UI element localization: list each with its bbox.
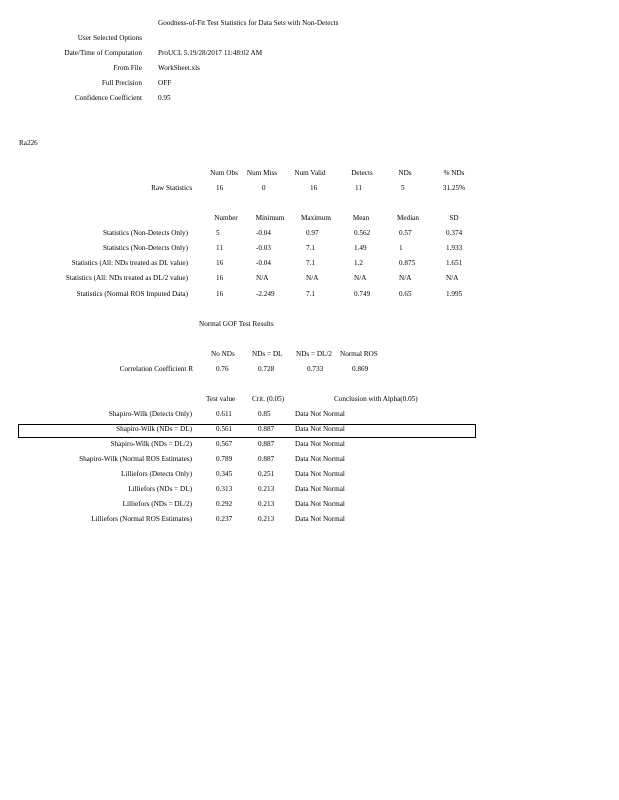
- gof-title: Normal GOF Test Results: [199, 320, 274, 328]
- raw-stat-label: Raw Statistics: [151, 184, 192, 192]
- test-label: Shapiro-Wilk (Detects Only): [108, 410, 192, 418]
- test-crit: 0.213: [258, 485, 275, 493]
- raw-stat-header: % NDs: [443, 169, 465, 177]
- test-conclusion: Data Not Normal: [295, 470, 345, 478]
- summary-cell: N/A: [256, 274, 269, 282]
- test-header: Test value: [206, 395, 236, 403]
- test-label: Lilliefors (Normal ROS Estimates): [91, 515, 192, 523]
- option-label: Full Precision: [101, 79, 142, 87]
- summary-header: Median: [397, 214, 419, 222]
- summary-cell: 0.65: [399, 290, 412, 298]
- test-value: 0.345: [216, 470, 233, 478]
- summary-cell: 1.49: [354, 244, 367, 252]
- test-label: Lilliefors (NDs = DL/2): [122, 500, 192, 508]
- summary-cell: 16: [216, 274, 224, 282]
- summary-cell: 1.995: [446, 290, 463, 298]
- summary-cell: 1.933: [446, 244, 463, 252]
- test-crit: 0.251: [258, 470, 275, 478]
- summary-cell: N/A: [306, 274, 319, 282]
- corr-value: 0.869: [352, 365, 369, 373]
- option-label: Date/Time of Computation: [64, 49, 142, 57]
- test-label: Shapiro-Wilk (Normal ROS Estimates): [79, 455, 192, 463]
- test-crit: 0.887: [258, 425, 275, 433]
- summary-row-label: Statistics (All: NDs treated as DL/2 value): [65, 274, 188, 282]
- summary-cell: -0.04: [256, 229, 271, 237]
- test-header: Crit. (0.05): [252, 395, 285, 403]
- option-value: ProUCL 5.19/28/2017 11:48:02 AM: [158, 49, 263, 57]
- test-value: 0.567: [216, 440, 233, 448]
- summary-cell: 1: [399, 244, 403, 252]
- corr-value: 0.728: [258, 365, 275, 373]
- test-conclusion: Data Not Normal: [295, 485, 345, 493]
- test-crit: 0.213: [258, 500, 275, 508]
- raw-stat-header: Num Miss: [246, 169, 278, 177]
- summary-header: Number: [214, 214, 238, 222]
- option-value: 0.95: [158, 94, 171, 102]
- options-header: User Selected Options: [77, 34, 142, 42]
- summary-row-label: Statistics (Normal ROS Imputed Data): [76, 290, 188, 298]
- summary-cell: N/A: [446, 274, 459, 282]
- summary-cell: 0.749: [354, 290, 371, 298]
- test-conclusion: Data Not Normal: [295, 425, 345, 433]
- corr-header: Normal ROS: [340, 350, 378, 358]
- raw-stat-header: NDs: [398, 169, 412, 177]
- dataset-name: Ra226: [19, 139, 38, 147]
- corr-header: NDs = DL: [252, 350, 283, 358]
- raw-stat-value: 0: [262, 184, 266, 192]
- raw-stat-header: Detects: [351, 169, 373, 177]
- option-value: WorkSheet.xls: [158, 64, 200, 72]
- test-label: Lilliefors (NDs = DL): [128, 485, 192, 493]
- summary-cell: -0.04: [256, 259, 271, 267]
- raw-stat-value: 31.25%: [442, 184, 466, 192]
- corr-value: 0.733: [307, 365, 324, 373]
- test-value: 0.561: [216, 425, 233, 433]
- raw-stat-value: 16: [216, 184, 224, 192]
- test-crit: 0.887: [258, 455, 275, 463]
- summary-row-label: Statistics (Non-Detects Only): [102, 229, 188, 237]
- test-value: 0.313: [216, 485, 233, 493]
- summary-cell: -0.03: [256, 244, 271, 252]
- test-label: Lilliefors (Detects Only): [120, 470, 192, 478]
- raw-stat-value: 16: [310, 184, 318, 192]
- summary-cell: -2.249: [256, 290, 275, 298]
- test-conclusion: Data Not Normal: [295, 455, 345, 463]
- report-title: Goodness-of-Fit Test Statistics for Data Sets with Non-Detects: [158, 19, 339, 27]
- corr-value: 0.76: [216, 365, 229, 373]
- test-conclusion: Data Not Normal: [295, 515, 345, 523]
- test-conclusion: Data Not Normal: [295, 410, 345, 418]
- raw-stat-header: Num Valid: [294, 169, 326, 177]
- summary-cell: 16: [216, 290, 224, 298]
- summary-cell: 0.875: [399, 259, 416, 267]
- corr-label: Correlation Coefficient R: [119, 365, 193, 373]
- test-value: 0.237: [216, 515, 233, 523]
- summary-cell: 11: [216, 244, 223, 252]
- corr-header: No NDs: [211, 350, 235, 358]
- summary-cell: 7.1: [306, 290, 315, 298]
- test-crit: 0.85: [258, 410, 271, 418]
- summary-cell: 0.97: [306, 229, 319, 237]
- test-value: 0.292: [216, 500, 233, 508]
- summary-header: Minimum: [255, 214, 285, 222]
- summary-cell: 7.1: [306, 259, 315, 267]
- test-value: 0.611: [216, 410, 232, 418]
- summary-cell: 0.374: [446, 229, 463, 237]
- summary-cell: 7.1: [306, 244, 315, 252]
- option-value: OFF: [158, 79, 172, 87]
- test-label: Shapiro-Wilk (NDs = DL): [116, 425, 192, 433]
- test-value: 0.789: [216, 455, 233, 463]
- summary-cell: 5: [216, 229, 220, 237]
- test-header: Conclusion with Alpha(0.05): [334, 395, 418, 403]
- summary-row-label: Statistics (Non-Detects Only): [102, 244, 188, 252]
- summary-header: Maximum: [301, 214, 331, 222]
- summary-row-label: Statistics (All: NDs treated as DL value): [71, 259, 188, 267]
- test-crit: 0.213: [258, 515, 275, 523]
- summary-cell: 0.57: [399, 229, 412, 237]
- raw-stat-value: 11: [355, 184, 362, 192]
- summary-cell: 16: [216, 259, 224, 267]
- test-label: Shapiro-Wilk (NDs = DL/2): [110, 440, 192, 448]
- test-conclusion: Data Not Normal: [295, 500, 345, 508]
- option-label: Confidence Coefficient: [74, 94, 142, 102]
- test-conclusion: Data Not Normal: [295, 440, 345, 448]
- summary-cell: 1.651: [446, 259, 463, 267]
- summary-header: SD: [449, 214, 459, 222]
- summary-cell: N/A: [399, 274, 412, 282]
- summary-cell: 1.2: [354, 259, 363, 267]
- option-label: From File: [113, 64, 142, 72]
- summary-cell: N/A: [354, 274, 367, 282]
- summary-header: Mean: [352, 214, 370, 222]
- test-crit: 0.887: [258, 440, 275, 448]
- raw-stat-value: 5: [401, 184, 405, 192]
- corr-header: NDs = DL/2: [296, 350, 332, 358]
- raw-stat-header: Num Obs: [210, 169, 238, 177]
- selected-row-highlight: [18, 424, 476, 438]
- summary-cell: 0.562: [354, 229, 371, 237]
